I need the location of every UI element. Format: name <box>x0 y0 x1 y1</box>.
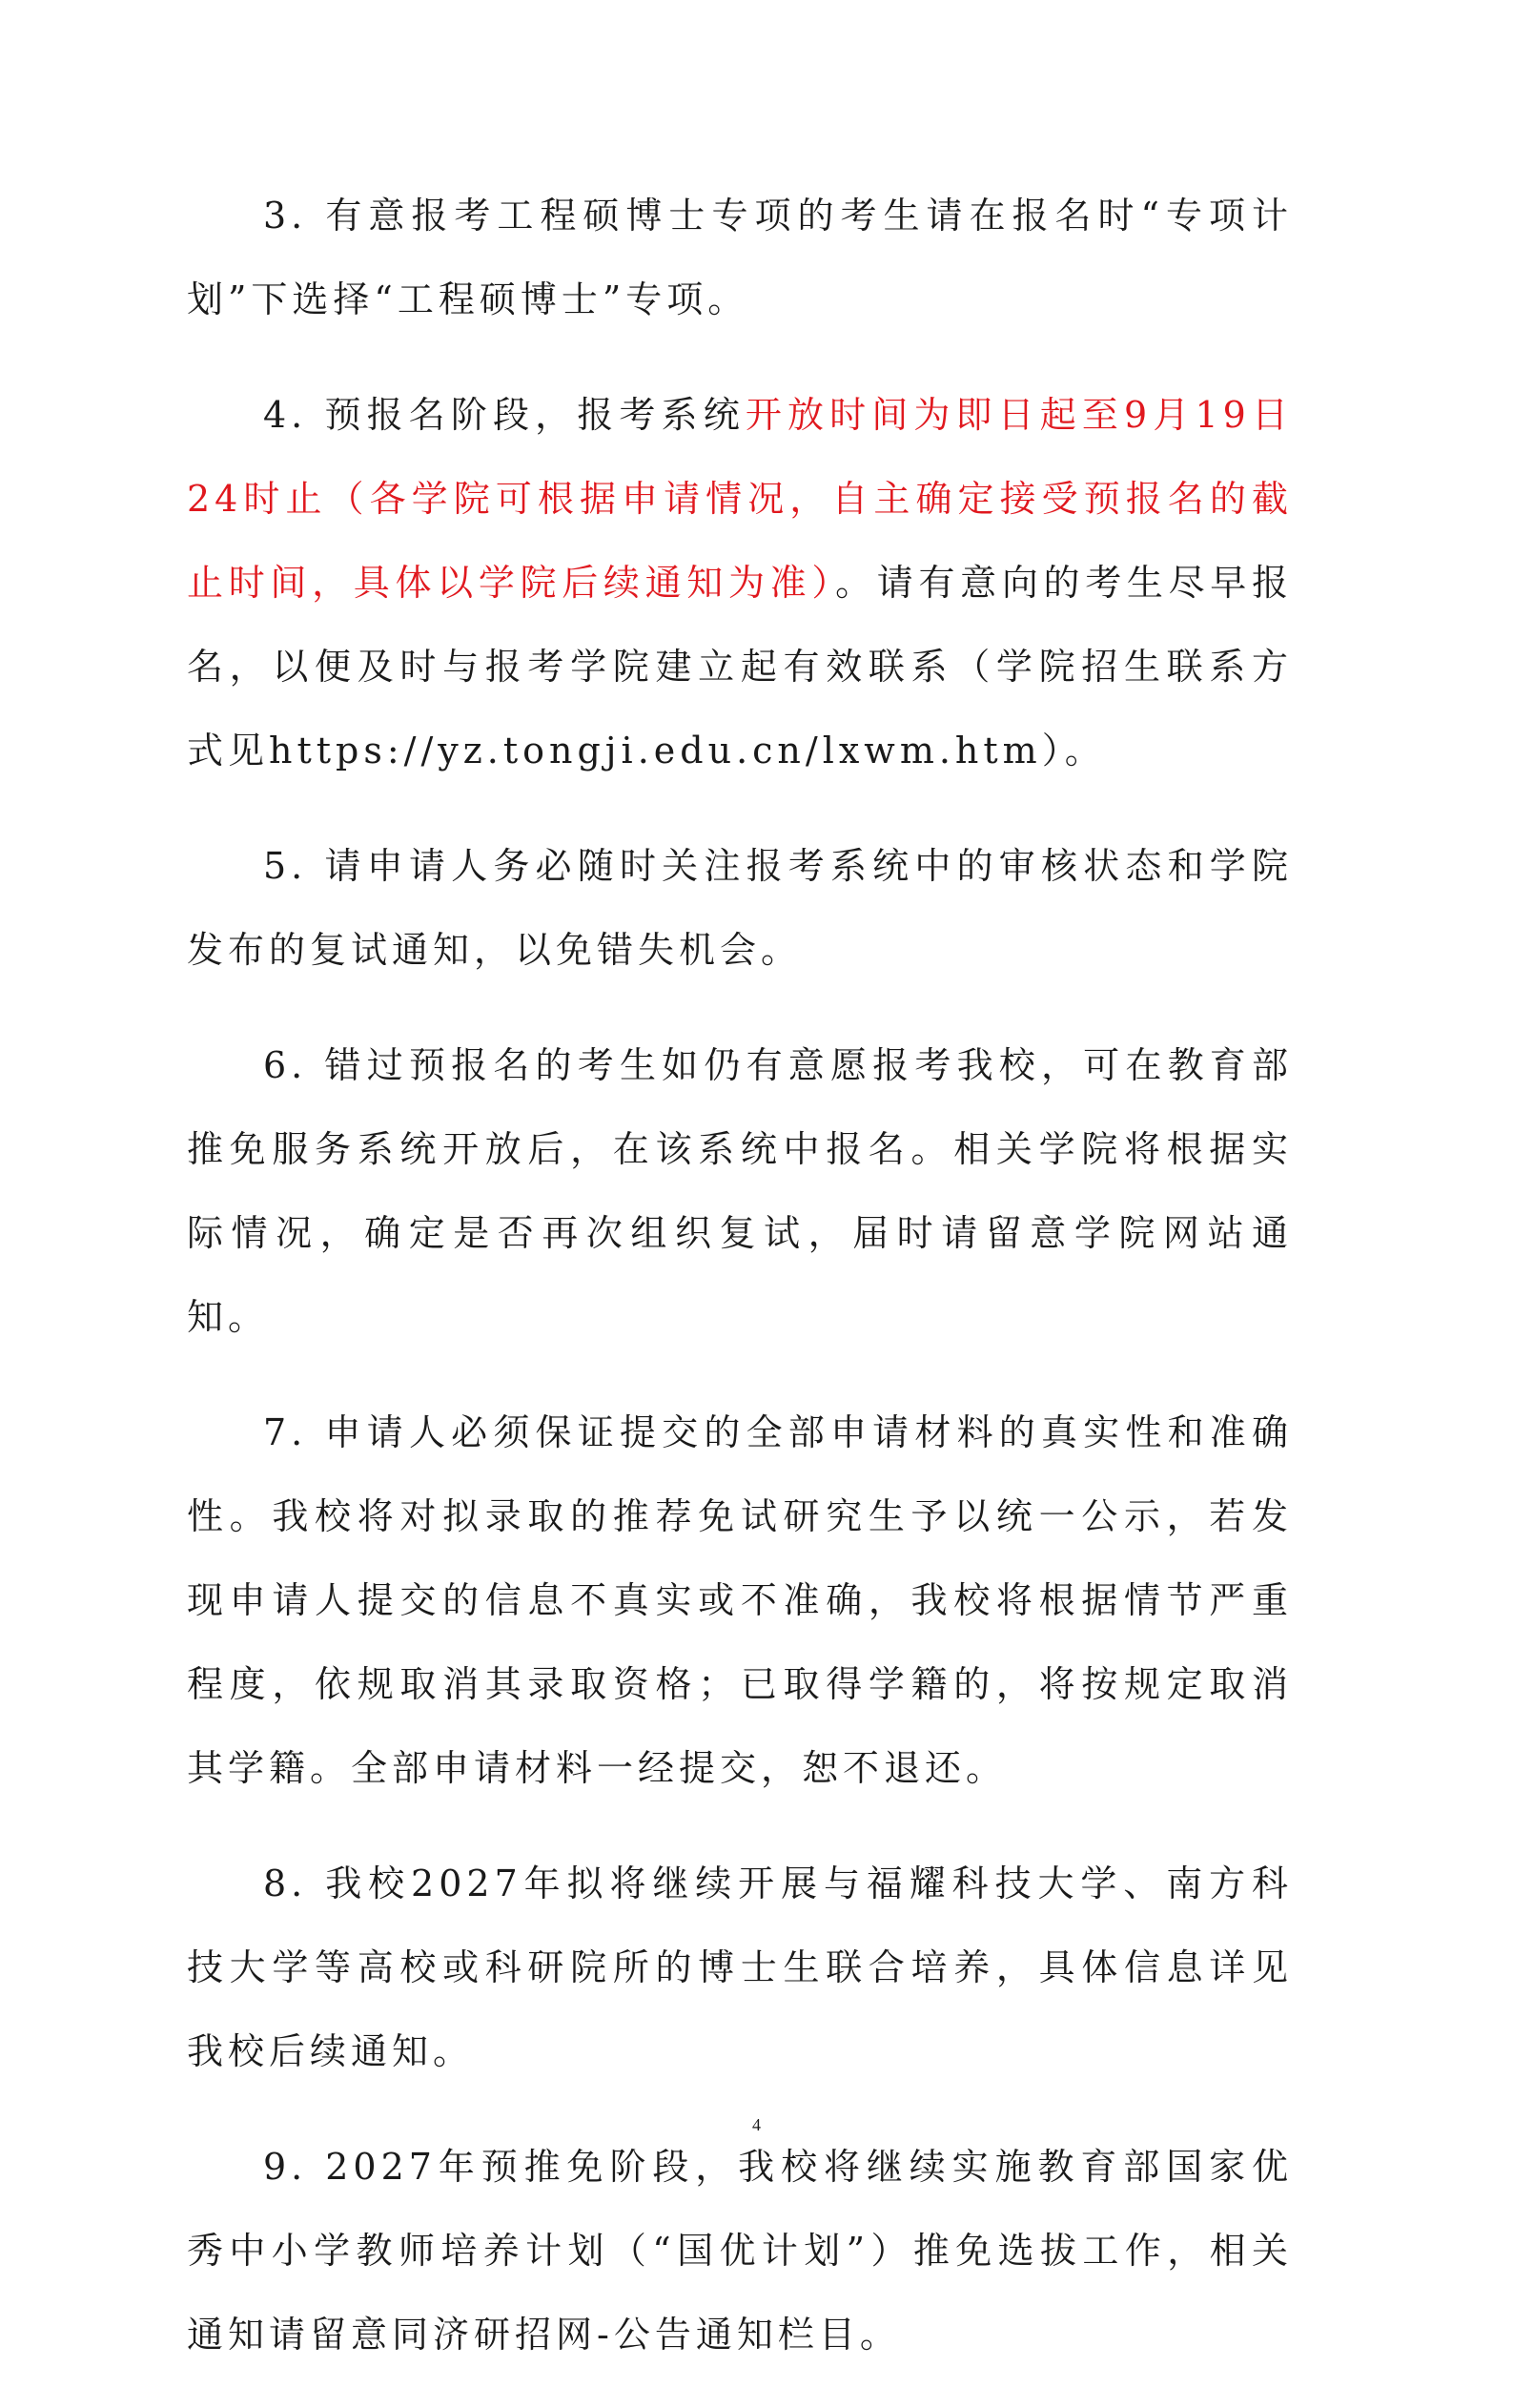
paragraph-item-6 <box>187 1023 1293 1359</box>
document-body <box>187 174 1293 2408</box>
paragraph-item-5 <box>187 824 1293 992</box>
paragraph-text: 8. 我校2027年拟将继续开展与福耀科技大学、南方科技大学等高校或科研院所的博士生联合培养，具体信息详见我校后续通知。 <box>187 1863 1293 2072</box>
paragraph-item-3 <box>187 174 1293 341</box>
paragraph-text-after: 。请有意向的考生尽早报名，以便及时与报考学院建立起有效联系（学院招生联系方式见https://yz.tongji.edu.cn/lxwm.htm）。 <box>187 562 1293 772</box>
paragraph-item-4 <box>187 373 1293 792</box>
paragraph-text-before: 4. 预报名阶段，报考系统 <box>263 394 746 436</box>
paragraph-text: 3. 有意报考工程硕博士专项的考生请在报名时“专项计划”下选择“工程硕博士”专项。 <box>187 195 1293 320</box>
page-number: 4 <box>752 2115 761 2134</box>
paragraph-text: 7. 申请人必须保证提交的全部申请材料的真实性和准确性。我校将对拟录取的推荐免试研究生予以统一公示，若发现申请人提交的信息不真实或不准确，我校将根据情节严重程度，依规取消其录取资格；已取得学籍的，将按规定取消其学籍。全部申请材料一经提交，恕不退还。 <box>187 1411 1293 1789</box>
paragraph-text: 9. 2027年预推免阶段，我校将继续实施教育部国家优秀中小学教师培养计划（“国优计划”）推免选拔工作，相关通知请留意同济研招网-公告通知栏目。 <box>187 2146 1293 2356</box>
paragraph-item-8 <box>187 1842 1293 2093</box>
highlighted-deadline-text: 开放时间为即日起至9月19日24时止（各学院可根据申请情况，自主确定接受预报名的截止时间，具体以学院后续通知为准） <box>187 394 1293 604</box>
paragraph-item-7 <box>187 1390 1293 1810</box>
paragraph-text: 6. 错过预报名的考生如仍有意愿报考我校，可在教育部推免服务系统开放后，在该系统中报名。相关学院将根据实际情况，确定是否再次组织复试，届时请留意学院网站通知。 <box>187 1044 1293 1338</box>
paragraph-text: 5. 请申请人务必随时关注报考系统中的审核状态和学院发布的复试通知，以免错失机会。 <box>187 845 1293 971</box>
paragraph-item-9 <box>187 2125 1293 2377</box>
